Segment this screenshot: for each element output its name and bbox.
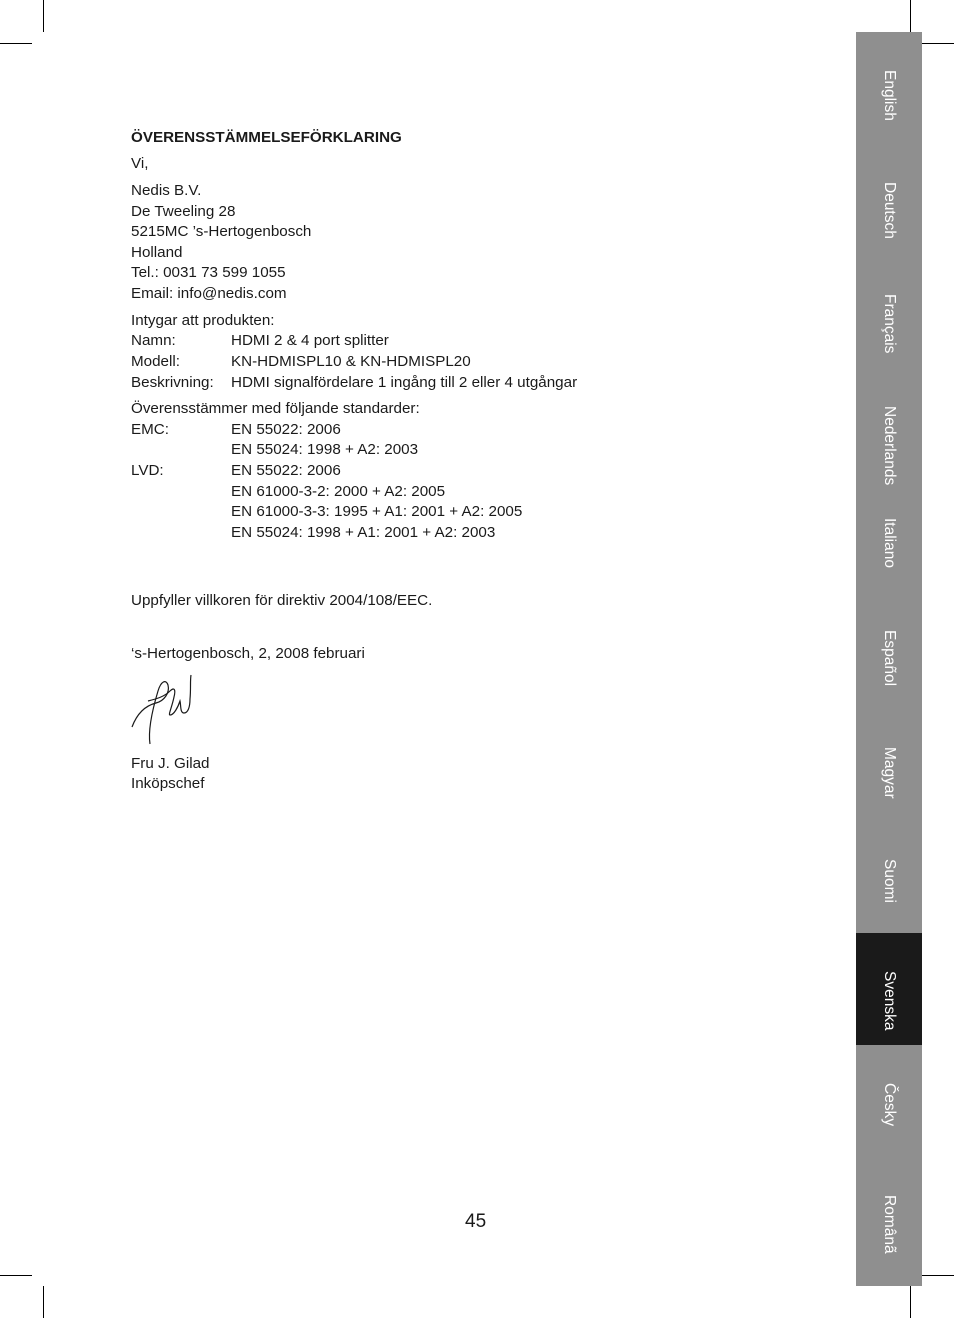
crop-mark bbox=[43, 1286, 44, 1318]
product-description-value: HDMI signalfördelare 1 ingång till 2 eller 4 utgångar bbox=[231, 374, 578, 391]
tab-label: Česky bbox=[881, 1083, 898, 1127]
greeting: Vi, bbox=[131, 155, 149, 172]
company-street: De Tweeling 28 bbox=[131, 203, 236, 220]
lvd-label: LVD: bbox=[131, 462, 164, 479]
emc-standard: EN 55024: 1998 + A2: 2003 bbox=[231, 441, 419, 458]
tab-romana[interactable] bbox=[856, 1157, 922, 1286]
company-name: Nedis B.V. bbox=[131, 182, 202, 199]
tab-label: Românã bbox=[881, 1195, 898, 1254]
tab-label: Español bbox=[881, 630, 898, 687]
tab-magyar[interactable] bbox=[856, 709, 922, 821]
directive-statement: Uppfyller villkoren för direktiv 2004/108/EEC. bbox=[131, 592, 433, 609]
tab-espanol[interactable] bbox=[856, 592, 922, 709]
tab-label: English bbox=[881, 70, 898, 121]
crop-mark bbox=[922, 1275, 954, 1276]
signatory-title: Inköpschef bbox=[131, 775, 205, 792]
lvd-standard: EN 61000-3-2: 2000 + A2: 2005 bbox=[231, 483, 446, 500]
crop-mark bbox=[910, 1286, 911, 1318]
tab-english[interactable] bbox=[856, 32, 922, 144]
tab-suomi[interactable] bbox=[856, 821, 922, 933]
signature-image bbox=[128, 671, 200, 747]
declaration-title: ÖVERENSSTÄMMELSEFÖRKLARING bbox=[131, 129, 402, 146]
product-name-value: HDMI 2 & 4 port splitter bbox=[231, 332, 389, 349]
place-date: ‘s-Hertogenbosch, 2, 2008 februari bbox=[131, 645, 365, 662]
tab-francais[interactable] bbox=[856, 256, 922, 368]
lvd-standard: EN 55024: 1998 + A1: 2001 + A2: 2003 bbox=[231, 524, 496, 541]
lvd-standard: EN 61000-3-3: 1995 + A1: 2001 + A2: 2005 bbox=[231, 503, 523, 520]
crop-mark bbox=[0, 1275, 32, 1276]
company-country: Holland bbox=[131, 244, 183, 261]
company-email: Email: info@nedis.com bbox=[131, 285, 287, 302]
tab-svenska[interactable] bbox=[856, 933, 922, 1045]
tab-label: Deutsch bbox=[881, 182, 898, 239]
emc-label: EMC: bbox=[131, 421, 169, 438]
tab-label: Français bbox=[881, 294, 898, 354]
crop-mark bbox=[910, 0, 911, 32]
product-name-label: Namn: bbox=[131, 332, 176, 349]
signatory-name: Fru J. Gilad bbox=[131, 755, 210, 772]
standards-intro: Överensstämmer med följande standarder: bbox=[131, 400, 420, 417]
crop-mark bbox=[43, 0, 44, 32]
product-intro: Intygar att produkten: bbox=[131, 312, 275, 329]
emc-standard: EN 55022: 2006 bbox=[231, 421, 341, 438]
tab-deutsch[interactable] bbox=[856, 144, 922, 256]
tab-label: Svenska bbox=[881, 971, 898, 1031]
tab-italiano[interactable] bbox=[856, 480, 922, 592]
tab-nederlands[interactable] bbox=[856, 368, 922, 486]
tab-cesky[interactable] bbox=[856, 1045, 922, 1157]
product-description-label: Beskrivning: bbox=[131, 374, 214, 391]
tab-label: Nederlands bbox=[881, 406, 898, 486]
tab-label: Italiano bbox=[881, 518, 898, 568]
company-city: 5215MC ’s-Hertogenbosch bbox=[131, 223, 312, 240]
crop-mark bbox=[922, 43, 954, 44]
product-model-label: Modell: bbox=[131, 353, 180, 370]
product-model-value: KN-HDMISPL10 & KN-HDMISPL20 bbox=[231, 353, 471, 370]
lvd-standard: EN 55022: 2006 bbox=[231, 462, 341, 479]
tab-label: Magyar bbox=[881, 747, 898, 799]
crop-mark bbox=[0, 43, 32, 44]
language-sidebar bbox=[856, 32, 922, 1286]
company-phone: Tel.: 0031 73 599 1055 bbox=[131, 264, 286, 281]
tab-label: Suomi bbox=[881, 859, 898, 903]
page-number: 45 bbox=[465, 1211, 487, 1232]
